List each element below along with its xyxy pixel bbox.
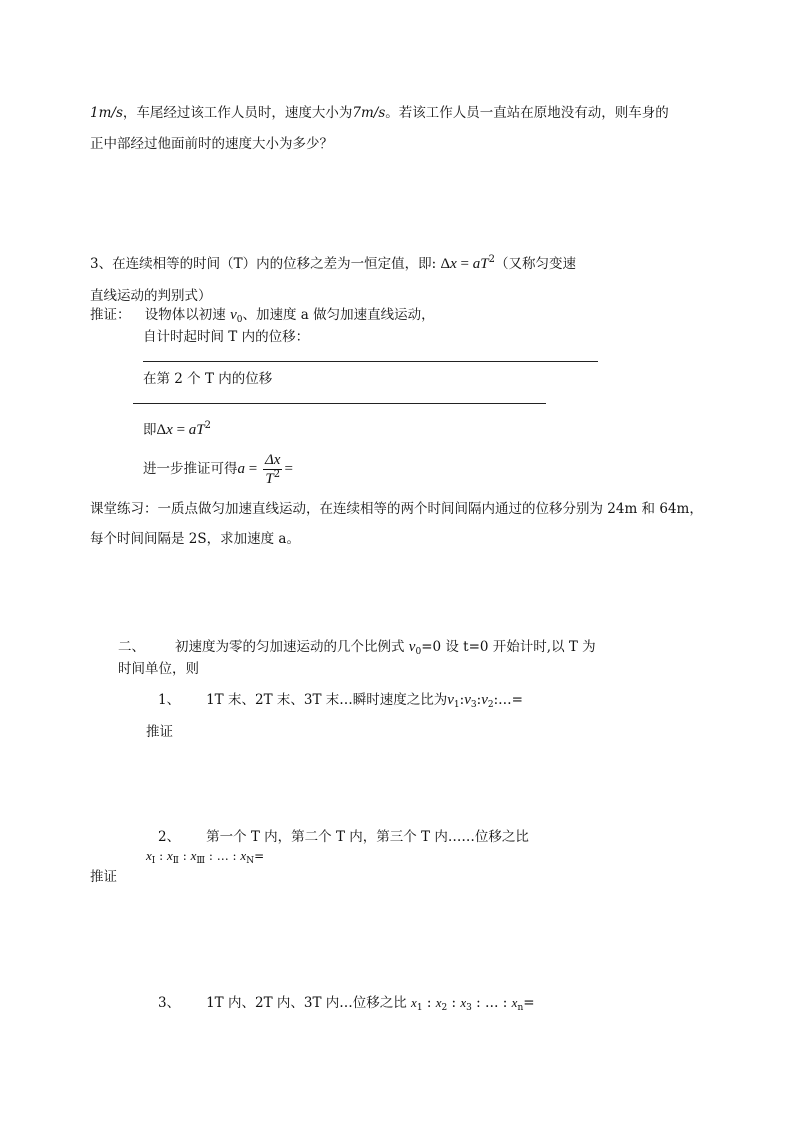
fraction-denominator: T [265,471,274,487]
item-2-text: 第一个 T 内，第二个 T 内，第三个 T 内……位移之比 [206,829,529,845]
x3: x [460,995,467,1010]
v2: v [481,692,488,708]
eq-symbol-2: = [245,461,261,477]
formula-eq: = [456,256,473,272]
sep3-1: : [422,995,436,1011]
item-3-tail: = [523,995,535,1011]
dots-3: … [485,995,499,1011]
x1: x [411,995,417,1010]
sep-2: : [178,849,191,863]
sep3-4: : [498,995,512,1011]
formula-a: a [472,256,481,272]
prev-problem-line-1 [90,104,669,122]
formula-exp: 2 [488,254,495,265]
xn-sub: n [517,1003,524,1013]
item-1-text: 1T 末、2T 末、3T 末…瞬时速度之比为 [206,692,448,708]
xIII-sub: Ⅲ [196,856,206,866]
item-1 [158,691,523,709]
prev-problem-line-2: 正中部经过他面前时的速度大小为多少？ [90,136,333,152]
formula-delta: Δ [440,256,451,272]
proof-label: 推证： [90,307,131,323]
delta-symbol: Δ [156,422,167,438]
item-2-tail: = [254,849,265,863]
xII: x [167,848,173,863]
trailing-eq: = [284,461,293,477]
sep3-3: : [471,995,486,1011]
further-prefix: 进一步推证可得 [143,461,238,477]
exp-symbol: 2 [204,420,212,431]
formula-T: T [480,256,489,272]
a-symbol-2: a [237,461,245,477]
exercise-line-1: 课堂练习：一质点做匀加速直线运动，在连续相等的两个时间间隔内通过的位移分别为 24m 和 64m， [90,501,703,517]
eq-symbol: = [172,422,189,438]
xn: x [511,995,518,1010]
further-proof-formula [143,451,293,488]
prev-text-1: ，车尾经过该工作人员时，速度大小为 [122,105,353,121]
fraction-denominator-exp: 2 [273,469,281,480]
item-3-number: 3、 [158,995,181,1011]
section-two-heading [118,638,596,656]
item-2-number: 2、 [158,829,181,845]
v2-sub: 2 [487,700,494,710]
exercise-line-2: 每个时间间隔是 2S，求加速度 a。 [90,531,300,547]
x1-sub: 1 [416,1003,423,1013]
proof-v-sub: 0 [236,315,243,325]
section-two-v: v [408,639,416,655]
proof-text-a: 设物体以初速 [144,307,231,323]
item-1-proof: 推证 [146,724,173,740]
xN-sub: N [246,856,255,866]
sep3-2: : [447,995,461,1011]
item-3 [158,994,535,1012]
section3-heading-tail: （又称匀变速 [494,256,576,272]
fraction [263,451,282,488]
item-2-proof: 推证 [90,869,117,885]
section-two-title-a: 初速度为零的匀加速运动的几个比例式 [175,639,409,655]
first-T-displacement-label: 自计时起时间 T 内的位移： [143,329,310,345]
section-two-v-sub: 0 [415,647,422,657]
xN: x [240,848,247,863]
v1: v [447,692,454,708]
blank-line-2 [133,403,546,404]
sep-4: : [228,849,241,863]
ji-prefix: 即 [143,422,157,438]
v1-sub: 1 [453,700,460,710]
unit-1ms: 1m/s [90,105,123,121]
sep-1: : [155,849,168,863]
xI-sub: Ⅰ [151,856,156,866]
section-two-number: 二、 [118,639,145,655]
item-2 [158,828,529,846]
section-two-title-b: =0 设 t=0 开始计时,以 T 为 [421,639,596,655]
prev-text-2: 。若该工作人员一直站在原地没有动，则车身的 [385,105,669,121]
section3-heading-line-2: 直线运动的判别式） [90,288,212,304]
x2-sub: 2 [441,1003,448,1013]
v3-sub: 3 [470,700,477,710]
colon-2: : [476,692,482,708]
item-2-ratio [146,847,264,865]
xII-sub: Ⅱ [172,856,179,866]
x-symbol: x [166,422,173,438]
a-symbol: a [188,422,197,438]
second-T-displacement-label: 在第 2 个 T 内的位移 [143,371,273,387]
sep-3: : [205,849,217,863]
item-1-number: 1、 [158,692,181,708]
delta-x-formula [143,421,211,439]
blank-line-1 [143,361,598,362]
section3-heading-text: 3、在连续相等的时间（T）内的位移之差为一恒定值，即: [90,256,437,272]
v3: v [464,692,471,708]
xIII: x [190,848,197,863]
fraction-numerator: Δx [264,452,281,468]
proof-line [90,306,435,324]
section3-heading [90,255,576,273]
item-3-text: 1T 内、2T 内、3T 内…位移之比 [206,995,412,1011]
proof-v: v [230,307,237,323]
x2: x [435,995,442,1010]
colon-1: : [459,692,465,708]
section-two-heading-line-2: 时间单位，则 [118,661,199,677]
dots: … [216,849,229,863]
unit-7ms: 7m/s [352,105,386,121]
T-symbol: T [196,422,205,438]
xI: x [146,848,152,863]
formula-x: x [450,256,457,272]
proof-text-b: 、加速度 a 做匀加速直线运动， [242,307,435,323]
x3-sub: 3 [466,1003,472,1013]
item-1-tail: :…= [493,692,523,708]
